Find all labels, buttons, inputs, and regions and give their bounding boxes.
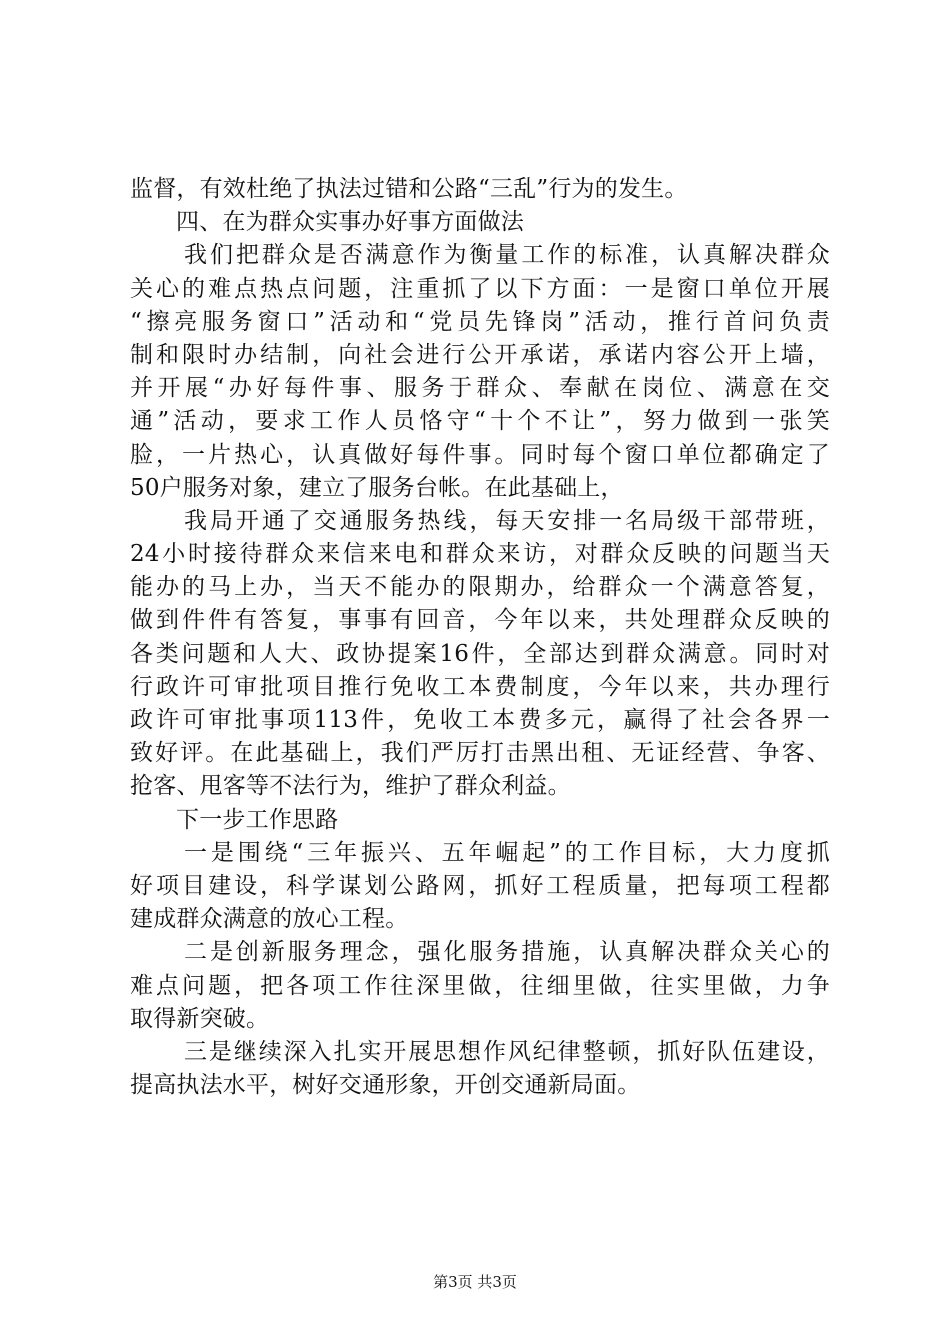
text-line: 一是围绕“三年振兴、五年崛起”的工作目标，大力度抓 [184, 839, 830, 866]
text-line: 各类问题和人大、政协提案16件，全部达到群众满意。同时对 [130, 640, 830, 667]
text-line: 监督，有效杜绝了执法过错和公路“三乱”行为的发生。 [130, 176, 688, 202]
text-line: 能办的马上办，当天不能办的限期办，给群众一个满意答复， [130, 574, 830, 601]
section-heading: 下一步工作思路 [176, 806, 339, 833]
text-line: 政许可审批事项113件，免收工本费多元，赢得了社会各界一 [130, 707, 830, 733]
section-heading: 四、在为群众实事办好事方面做法 [176, 209, 524, 236]
text-line: 抢客、甩客等不法行为，维护了群众利益。 [130, 773, 571, 800]
text-line: 做到件件有答复，事事有回音，今年以来，共处理群众反映的 [130, 607, 830, 634]
text-line: 行政许可审批项目推行免收工本费制度，今年以来，共办理行 [130, 673, 830, 700]
text-line: 脸，一片热心，认真做好每件事。同时每个窗口单位都确定了 [130, 441, 830, 468]
text-line: 通”活动，要求工作人员恪守“十个不让”，努力做到一张笑 [130, 408, 830, 435]
text-line: 我局开通了交通服务热线，每天安排一名局级干部带班， [184, 507, 830, 534]
text-line: 建成群众满意的放心工程。 [130, 906, 409, 933]
text-line: 24小时接待群众来信来电和群众来访，对群众反映的问题当天 [130, 541, 830, 568]
text-line: 并开展“办好每件事、服务于群众、奉献在岗位、满意在交 [130, 375, 830, 402]
text-line: 我们把群众是否满意作为衡量工作的标准，认真解决群众 [184, 242, 830, 269]
text-line: 好项目建设，科学谋划公路网，抓好工程质量，把每项工程都 [130, 872, 830, 899]
text-line: 三是继续深入扎实开展思想作风纪律整顿，抓好队伍建设， [184, 1038, 830, 1065]
text-line: 致好评。在此基础上，我们严厉打击黑出租、无证经营、争客、 [130, 740, 830, 767]
text-line: 关心的难点热点问题，注重抓了以下方面：一是窗口单位开展 [130, 275, 830, 302]
text-line: 提高执法水平，树好交通形象，开创交通新局面。 [130, 1072, 641, 1099]
text-line: “擦亮服务窗口”活动和“党员先锋岗”活动，推行首问负责 [130, 308, 830, 335]
text-line: 二是创新服务理念，强化服务措施，认真解决群众关心的 [184, 939, 830, 966]
text-line: 制和限时办结制，向社会进行公开承诺，承诺内容公开上墙， [130, 341, 830, 368]
document-body [130, 173, 830, 1102]
text-line: 难点问题，把各项工作往深里做，往细里做，往实里做，力争 [130, 972, 830, 999]
text-line: 取得新突破。 [130, 1005, 270, 1032]
text-line: 50户服务对象，建立了服务台帐。在此基础上， [130, 474, 624, 501]
page-footer: 第3页 共3页 [433, 1273, 517, 1291]
